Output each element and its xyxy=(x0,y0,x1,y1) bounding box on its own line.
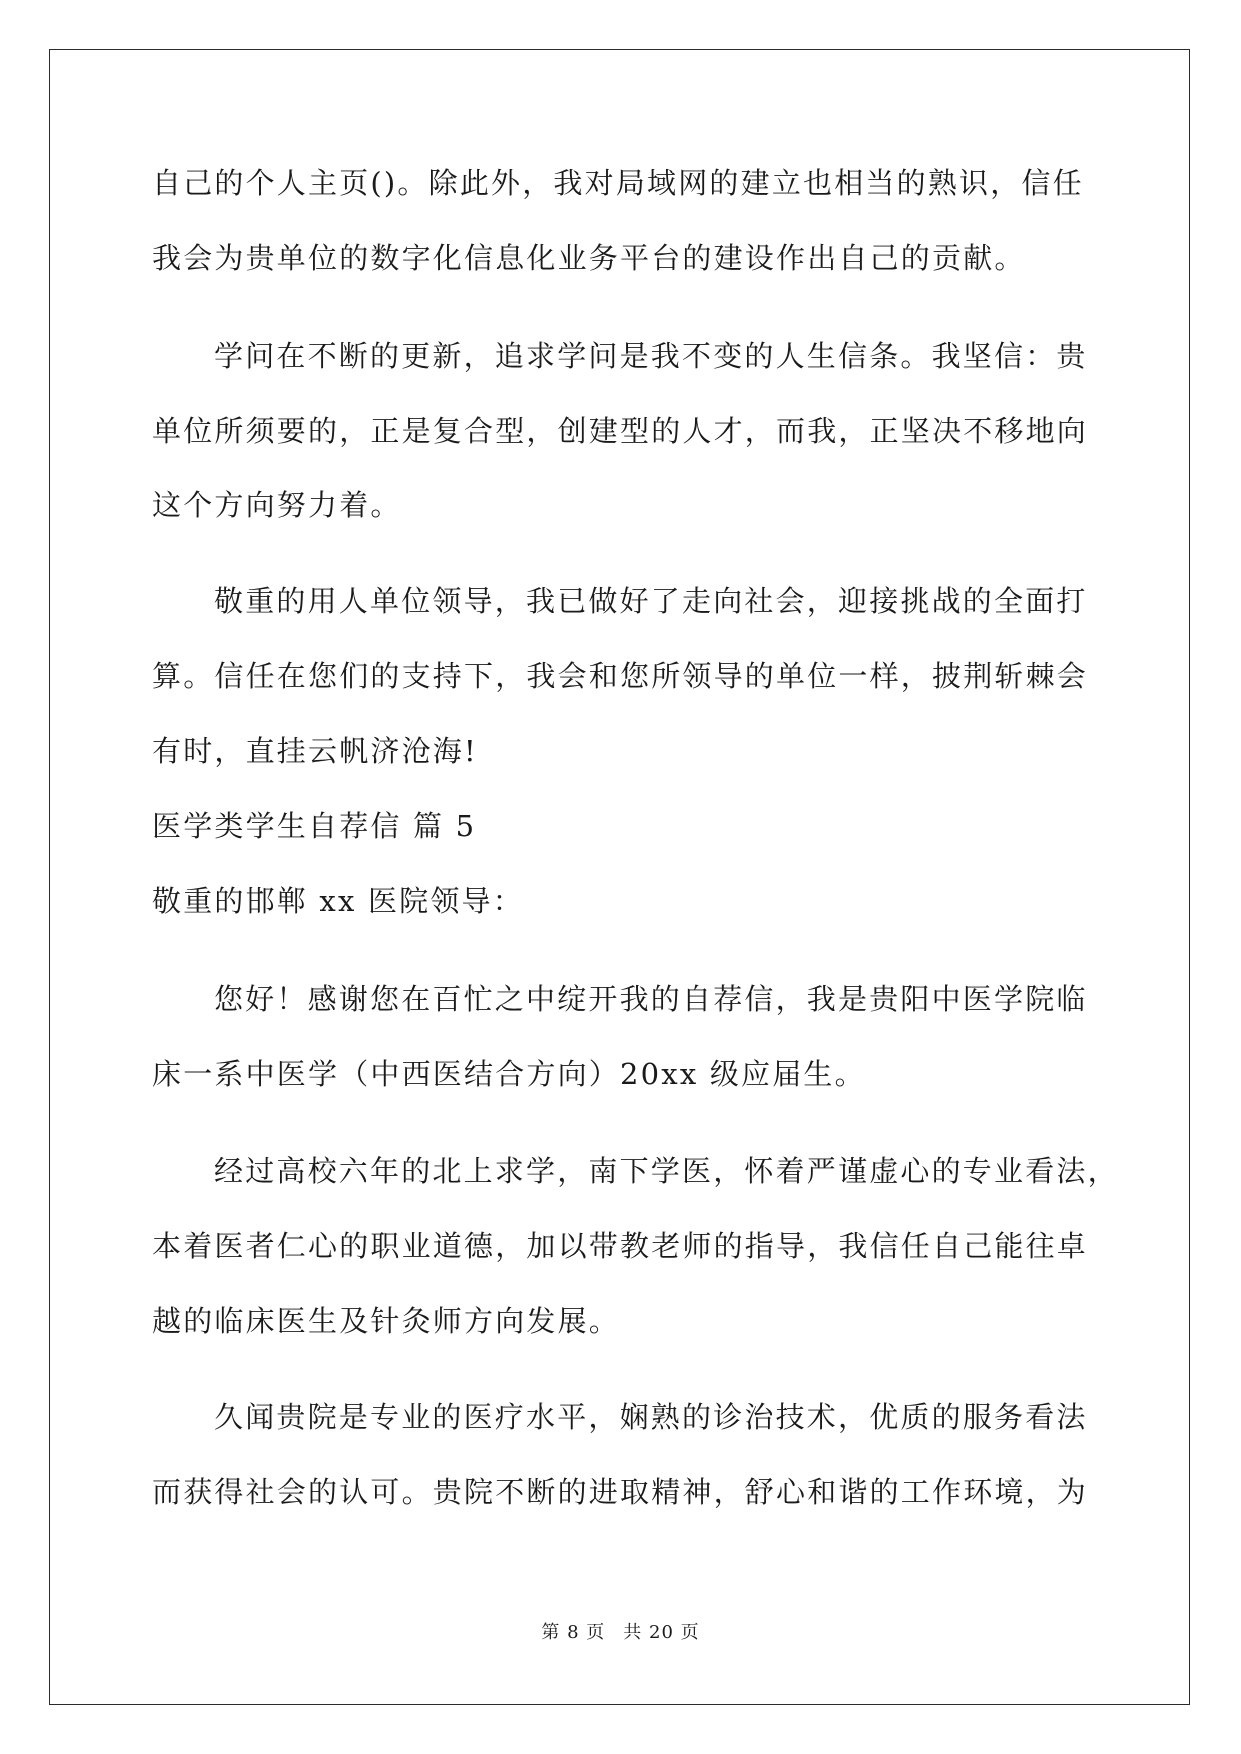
text-line: 有时，直挂云帆济沧海! xyxy=(152,734,478,768)
section-heading: 医学类学生自荐信 篇 5 xyxy=(152,809,477,843)
text-line: 自己的个人主页()。除此外，我对局域网的建立也相当的熟识，信任 xyxy=(152,166,1084,200)
paragraph-start-line: 久闻贵院是专业的医疗水平，娴熟的诊治技术，优质的服务看法 xyxy=(214,1400,1088,1434)
page-border xyxy=(49,49,1190,1705)
text-line: 而获得社会的认可。贵院不断的进取精神，舒心和谐的工作环境，为 xyxy=(152,1475,1089,1509)
text-line: 越的临床医生及针灸师方向发展。 xyxy=(152,1304,621,1338)
text-line: 床一系中医学（中西医结合方向）20xx 级应届生。 xyxy=(152,1057,866,1091)
paragraph-start-line: 经过高校六年的北上求学，南下学医，怀着严谨虚心的专业看法， xyxy=(214,1154,1119,1188)
paragraph-start-line: 学问在不断的更新，追求学问是我不变的人生信条。我坚信：贵 xyxy=(214,339,1088,373)
paragraph-start-line: 您好！感谢您在百忙之中绽开我的自荐信，我是贵阳中医学院临 xyxy=(214,982,1088,1016)
page-footer xyxy=(0,1618,1241,1644)
text-line: 这个方向努力着。 xyxy=(152,488,402,522)
page-total: 共 20 页 xyxy=(623,1622,700,1643)
salutation: 敬重的邯郸 xx 医院领导： xyxy=(152,884,524,918)
page-number: 第 8 页 xyxy=(541,1622,606,1643)
text-line: 单位所须要的，正是复合型，创建型的人才，而我，正坚决不移地向 xyxy=(152,414,1089,448)
text-line: 本着医者仁心的职业道德，加以带教老师的指导，我信任自己能往卓 xyxy=(152,1229,1089,1263)
paragraph-start-line: 敬重的用人单位领导，我已做好了走向社会，迎接挑战的全面打 xyxy=(214,584,1088,618)
text-line: 我会为贵单位的数字化信息化业务平台的建设作出自己的贡献。 xyxy=(152,241,1026,275)
text-line: 算。信任在您们的支持下，我会和您所领导的单位一样，披荆斩棘会 xyxy=(152,659,1089,693)
